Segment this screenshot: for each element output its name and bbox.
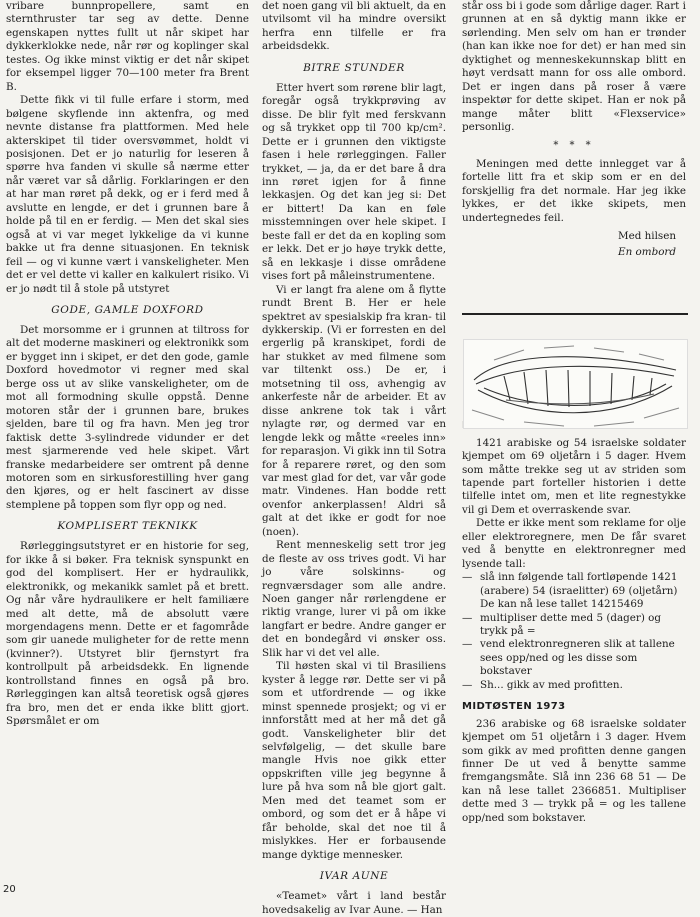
paragraph: Rørleggingsutstyret er en historie for seg, for ikke å si bøker. Fra teknisk synspunkt en god del komplisert. Her er hydraulikk, elektronikk, og mekanikk samlet på et brett. Og når våre hydraulikere er helt familiære med alt dette, må de absolutt være morgendagens menn. Dette er et fagområde som gir uanede muligheter for de rette menn (kvinner?). Utstyret blir fjernstyrt fra kontrollpult på arbeidsdekk. En lignende kontrollstand finnes en også på bro. Rørleggingen kan altså teoretisk også gjøres fra bro, men det er enda ikke blitt gjort. Spørsmålet er om	[6, 540, 249, 728]
paragraph: Det morsomme er i grunnen at tiltross for alt det moderne maskineri og elektronikk som er bygget inn i skipet, er det den gode, gamle Doxford hovedmotor vi regner med skal berge oss ut av slike vanskeligheter, om de mot all formodning skulle oppstå. Denne motoren står der i grunnen bare, brukes sjelden, bare til og fra havn. Men jeg tror faktisk dette 3-sylindrede vidunder er det mest sjarmerende ved hele skipet. Vårt franske medarbeidere ser omtrent på denne motoren som en sirkusforestilling hver gang den kjøres, og er helt fascinert av disse stemplene på toppen som flyr opp og ned.	[6, 323, 249, 511]
column-left	[6, 0, 249, 729]
page-number: 20	[3, 884, 16, 895]
paragraph: vribare bunnpropellere, samt en sternthruster tar seg av dette. Denne egenskapen nyttes fullt ut når skipet har dykkerklokke nede, når rør og koplinger skal testes. Og ikke minst viktig er det når skipet for eksempel ligger 70—100 meter fra Brent B.	[6, 0, 249, 93]
paragraph: Dette er ikke ment som reklame for olje eller elektroregnere, men De får svaret ved å benytte en elektronregner med lysende tall:	[462, 517, 686, 570]
horizontal-divider	[462, 313, 688, 315]
list-item: — vend elektronregneren slik at tallene sees opp/ned og les disse som bokstaver	[462, 638, 675, 678]
section-heading-teknikk: KOMPLISERT TEKNIKK	[57, 520, 198, 533]
list-item: — Sh... gikk av med profitten.	[462, 678, 623, 691]
instruction-list	[462, 571, 686, 692]
list-item-text: slå inn følgende tall fortløpende 1421 (arabere) 54 (israelitter) 69 (oljetårn)	[480, 571, 678, 597]
list-item-text: multipliser dette med 5 (dager) og trykk på =	[480, 611, 662, 637]
paragraph: Dette fikk vi til fulle erfare i storm, med bølgene skyflende inn aktenfra, og med nevnte distanse fra plattformen. Med hele akterskipet til tider oversvømmet, holdt vi posisjonen. Det er jo naturlig for leseren å spørre hva fanden vi skulle så nærme etter når været var så dårlig. Forklaringen er den at har man røret på dekk, og er i ferd med å avslutte en lengde, er det i grunnen bare å holde på til en er ferdig. — Men det skal sies også at vi var meget lykkelige da vi kunne bakke ut fra denne situasjonen. En teknisk feil — og vi kunne vært i vanskeligheter. Men det er vel dette vi kaller en kalkulert risiko. Vi er jo nødt til å stole på utstyret	[6, 94, 249, 295]
sketch-svg	[464, 340, 687, 428]
sketch-mouth-drawing-icon	[463, 339, 688, 429]
list-item-text: De kan nå lese tallet 14215469	[480, 598, 644, 611]
section-heading-ivar-aune: IVAR AUNE	[319, 870, 389, 883]
column-middle	[262, 0, 446, 917]
list-item-text: vend elektronregneren slik at tallene sees opp/ned og les disse som bokstaver	[480, 638, 675, 678]
paragraph: Meningen med dette innlegget var å fortelle litt fra et skip som er en del forskjellig fra det normale. Har jeg ikke lykkes, er det ikke skipets, men undertegnedes feil.	[462, 157, 686, 224]
signature: En ombord	[618, 245, 676, 258]
paragraph: Vi er langt fra alene om å flytte rundt Brent B. Her er hele spektret av spesialskip fra kran- til dykkerskip. (Vi er forresten en del ergerlig på kranskipet, fordi de har stukket av med filmene som var tiltenkt oss.) De er, i motsetning til oss, avhengig av ankerfeste når de arbeider. Et av disse ankrene tok tak i vårt nylagte rør, og dermed var en lengde lekk og måtte «reeles inn» for reparasjon. Vi gikk inn til Sotra for å reparere røret, og den som var mest glad for det, var vår gode matr. Vindenes. Han bodde rett ovenfor ankerplassen! Aldri så galt at det ikke er godt for noe (noen).	[262, 283, 446, 538]
section-heading-midtosten-1973: MIDTØSTEN 1973	[462, 701, 566, 713]
paragraph: står oss bi i gode som dårlige dager. Rart i grunnen at en så dyktig mann ikke er sørlending. Men selv om han er trønder (han kan ikke noe for det) er han med sin dyktighet og menneskekunnskap blitt en høyt verdsatt mann for oss alle ombord. Det er ingen dans på roser å være inspektør for dette skipet. Han er nok på mange måter blitt «Flexservice» personlig.	[462, 0, 686, 134]
paragraph: det noen gang vil bli aktuelt, da en utvilsomt vil ha mindre oversikt herfra enn tilfelle er fra arbeidsdekk.	[262, 0, 446, 53]
list-item: — slå inn følgende tall fortløpende 1421 (arabere) 54 (israelitter) 69 (oljetårn)	[462, 571, 678, 597]
list-item-text: Sh... gikk av med profitten.	[480, 678, 623, 691]
paragraph: Rent menneskelig sett tror jeg de fleste av oss trives godt. Vi har jo våre solskinns- og regnværsdager som alle andre. Noen ganger når rørlengdene er riktig vrange, lurer vi på om ikke langfart er bedre. Andre ganger er det en bondegård vi ønsker oss. Slik har vi det vel alle.	[262, 539, 446, 659]
list-item	[462, 598, 686, 611]
section-separator: * * *	[553, 139, 595, 151]
list-item: — multipliser dette med 5 (dager) og trykk på =	[462, 611, 662, 637]
paragraph: 236 arabiske og 68 israelske soldater kjempet om 51 oljetårn i 3 dager. Hvem som gikk av med profitten denne gangen finner De ut ved å benytte samme fremgangsmåte. Slå inn 236 68 51 — De kan nå lese tallet 2366851. Multipliser dette med 3 — trykk på = og les tallene opp/ned som bokstaver.	[462, 717, 686, 824]
paragraph: «Teamet» vårt i land består hovedsakelig av Ivar Aune. — Han	[262, 890, 446, 916]
paragraph: 1421 arabiske og 54 israelske soldater kjempet om 69 oljetårn i 5 dager. Hvem som måtte trekke seg ut av striden som tapende part forteller historien i dette tilfelle intet om, men et lite regnestykke vil gi Dem et overraskende svar.	[462, 436, 686, 516]
paragraph: Etter hvert som rørene blir lagt, foregår også trykkprøving av disse. De blir fylt med ferskvann og så trykket opp til 700 kp/cm². Dette er i grunnen den viktigste fasen i hele rørleggingen. Faller trykket, — ja, da er det bare å dra inn røret igjen for å finne lekkasjen. Og det kan jeg si: Det er bittert! Da kan en føle misstemningen over hele skipet. I beste fall er det da en kopling som er lekk. Det er jo høye trykk dette, så en lekkasje i disse områdene vises fort på måleinstrumentene.	[262, 81, 446, 283]
section-heading-bitre-stunder: BITRE STUNDER	[303, 61, 405, 74]
section-heading-doxford: GODE, GAMLE DOXFORD	[51, 303, 204, 316]
closing-greeting: Med hilsen	[618, 230, 676, 243]
paragraph: Til høsten skal vi til Brasiliens kyster å legge rør. Dette ser vi på som et utfordrende — og ikke minst spennede prosjekt; og vi er innforstått med at her må det gå godt. Vanskeligheter blir det selvfølgelig, — det skulle bare mangle Hvis noe gikk etter oppskriften ville jeg begynne å lure på hva som nå ble gjort galt. Men med det teamet som er ombord, og som det er å håpe vi får beholde, skal det noe til å mislykkes. Her er forbausende mange dyktige mennesker.	[262, 660, 446, 861]
